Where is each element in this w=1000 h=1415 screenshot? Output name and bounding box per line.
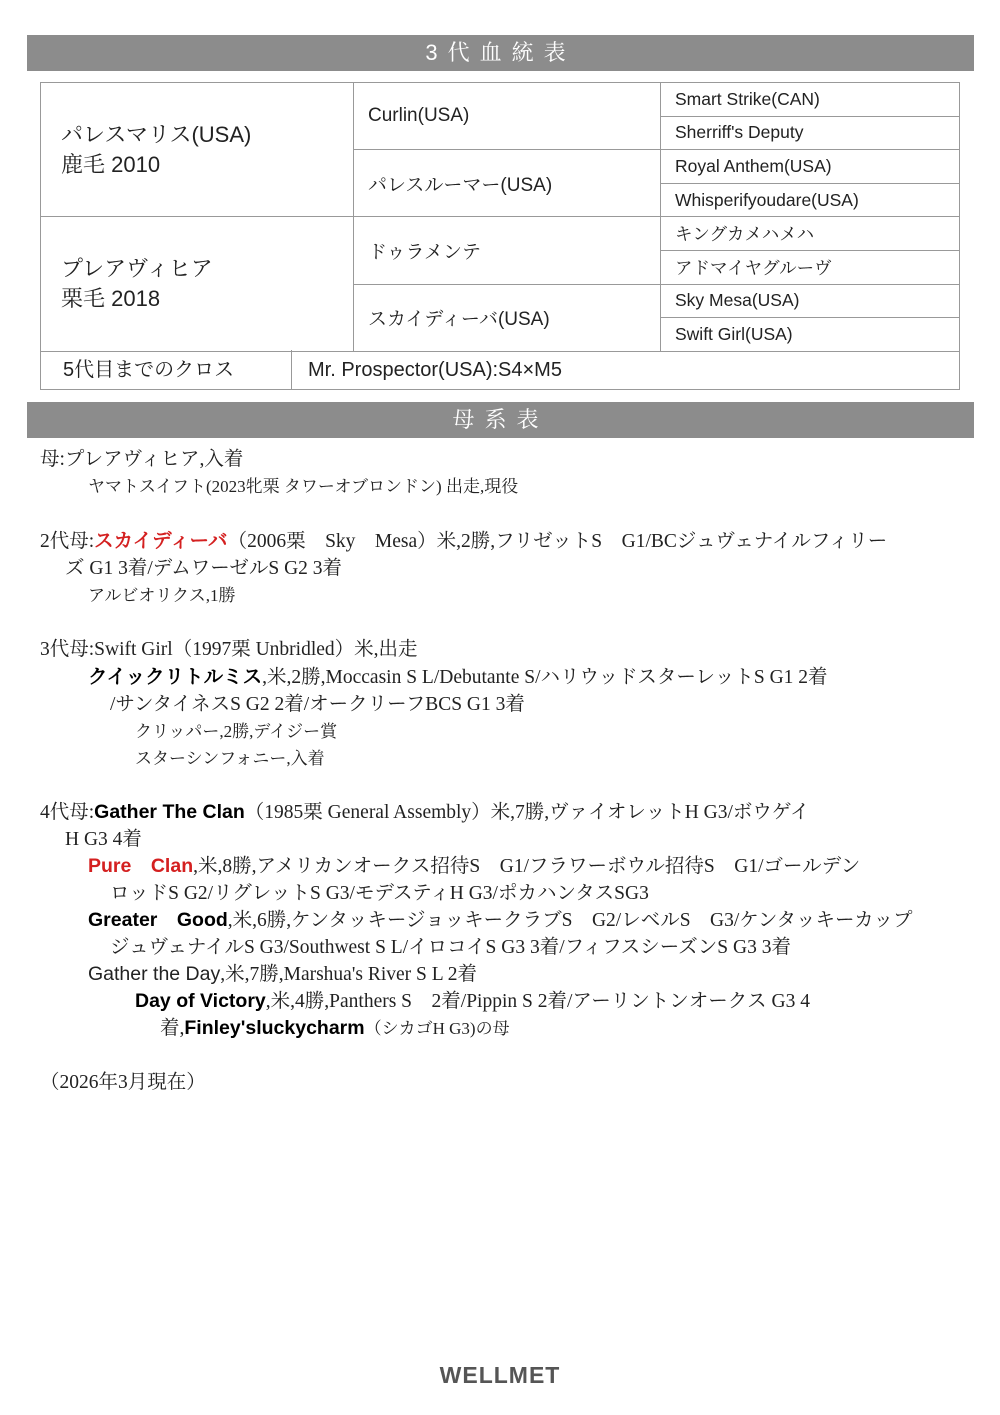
g3-cell: アドマイヤグルーヴ [661,250,960,284]
dam4-child [40,907,962,934]
dam-sire: ドゥラメンテ [354,217,661,284]
dam-name: プレアヴィヒア [61,256,213,282]
pedigree-table [40,82,960,352]
wellmet-logo: WELLMET [439,1362,561,1388]
dam4-grandchild-cont [40,1015,962,1042]
dam-cell [41,217,354,351]
dam3-grandchild: スターシンフォニー,入着 [135,749,325,768]
sire-info: 鹿毛 2010 [61,151,161,177]
g3-cell: Sky Mesa(USA) [661,284,960,318]
cross-label: 5代目までのクロス [41,350,292,389]
dam4-child [40,961,962,988]
dam4-grandchild-cont-b: （シカゴH G3)の母 [364,1019,510,1038]
g3-cell: Smart Strike(CAN) [661,83,960,117]
dam2-prefix: 2代母: [40,531,95,552]
dam3-child-cont: /サンタイネスS G2 2着/オークリーフBCS G1 3着 [110,694,525,715]
dam3-child [40,663,962,691]
dam2-rest: （2006栗 Sky Mesa）米,2勝,フリゼットS G1/BCジュヴェナイルフィリー [227,531,888,552]
dam4-grandchild [40,988,962,1015]
dam4-child-name: Greater Good [88,909,228,931]
dam2-child: アルビオリクス,1勝 [88,586,236,605]
dam1-child: ヤマトスイフト(2023牝栗 タワーオブロンドン) 出走,現役 [88,477,519,496]
pedigree-header: 3代血統表 [27,35,974,71]
g3-cell: Royal Anthem(USA) [661,150,960,184]
dam3-child-rest: ,米,2勝,Moccasin S L/Debutante S/ハリウッドスターレットS G1 2着 [262,667,828,688]
dam4-child-name: Gather the Day [88,963,221,985]
g3-cell: Swift Girl(USA) [661,318,960,352]
dam2-name: スカイディーバ [94,529,228,552]
as-of-date: （2026年3月現在） [40,1072,206,1093]
family-header: 母系表 [27,402,974,438]
g3-cell: Sherriff's Deputy [661,116,960,150]
dam4-line [40,799,962,826]
dam4-child-rest: ,米,6勝,ケンタッキージョッキークラブS G2/レベルS G3/ケンタッキーカップ [227,910,913,931]
cross-row [40,350,960,390]
dam3-line: 3代母:Swift Girl（1997栗 Unbridled）米,出走 [40,639,418,660]
dam3-grandchild: クリッパー,2勝,デイジー賞 [135,722,338,741]
dam4-grandchild-name: Day of Victory [135,990,266,1012]
dam4-child-cont: ジュヴェナイルS G3/Southwest S L/イロコイS G3 3着/フィフスシーズンS G3 3着 [110,937,791,958]
dam4-child-rest: ,米,7勝,Marshua's River S L 2着 [220,964,478,985]
dam4-line-cont: H G3 4着 [65,829,142,850]
dam4-grandchild-rest: ,米,4勝,Panthers S 2着/Pippin S 2着/アーリントンオークス G3 4 [265,991,810,1012]
dam4-child-name: Pure Clan [88,855,194,877]
dam4-prefix: 4代母: [40,802,95,823]
dam4-child-rest: ,米,8勝,アメリカンオークス招待S G1/フラワーボウル招待S G1/ゴールデン [193,856,861,877]
dam2-line-cont: ズ G1 3着/デムワーゼルS G2 3着 [65,558,343,579]
dam2-line [40,527,962,555]
g3-cell: Whisperifyoudare(USA) [661,183,960,217]
dam4-rest: （1985栗 General Assembly）米,7勝,ヴァイオレットH G3/ボウゲイ [244,802,810,823]
dam4-great-grandchild-name: Finley'sluckycharm [184,1017,365,1039]
sire-dam: パレスルーマー(USA) [354,150,661,217]
sire-sire: Curlin(USA) [354,83,661,150]
dam4-grandchild-cont-a: 着, [160,1018,185,1039]
family-table [40,446,962,1096]
dam-info: 栗毛 2018 [61,286,161,312]
dam-dam: スカイディーバ(USA) [354,284,661,351]
dam4-child [40,853,962,880]
dam3-child-name: クイックリトルミス [88,665,263,688]
sire-cell [41,83,354,217]
sire-name: パレスマリス(USA) [61,121,252,147]
dam4-child-cont: ロッドS G2/リグレットS G3/モデスティH G3/ポカハンタスSG3 [110,883,649,904]
dam1-line: 母:プレアヴィヒア,入着 [40,449,244,470]
dam4-name: Gather The Clan [94,801,245,823]
g3-cell: キングカメハメハ [661,217,960,251]
cross-value: Mr. Prospector(USA):S4×M5 [308,359,562,381]
